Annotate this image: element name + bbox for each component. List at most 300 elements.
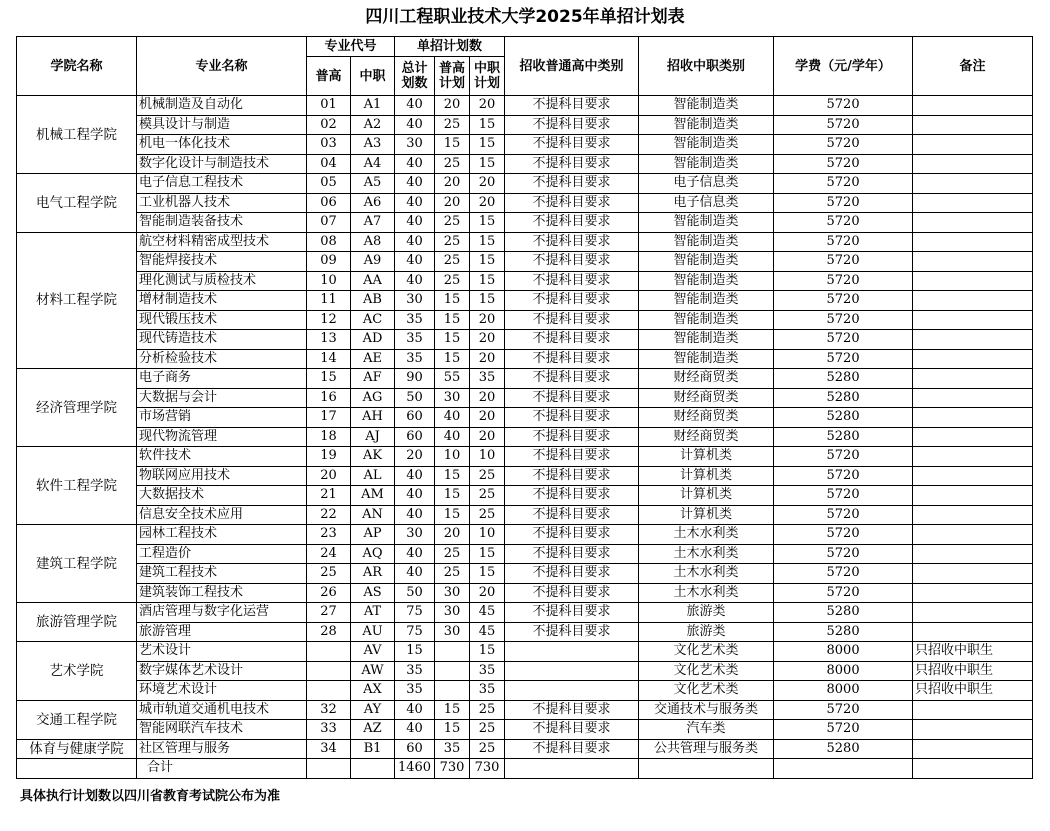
major-cell: 大数据技术 (137, 486, 307, 506)
major-cell: 分析检验技术 (137, 349, 307, 369)
code-putong-cell: 22 (307, 505, 351, 525)
req-putong-cell: 不提科目要求 (505, 564, 639, 584)
major-cell: 现代物流管理 (137, 427, 307, 447)
note-cell (913, 505, 1033, 525)
plan-total-cell: 30 (395, 135, 435, 155)
plan-zhongzhi-cell: 15 (470, 154, 505, 174)
major-cell: 城市轨道交通机电技术 (137, 700, 307, 720)
code-zhongzhi-cell: A1 (351, 96, 395, 116)
code-putong-cell (307, 681, 351, 701)
fee-cell: 5720 (774, 564, 913, 584)
table-row (17, 447, 1033, 467)
note-cell (913, 232, 1033, 252)
code-putong-cell: 16 (307, 388, 351, 408)
plan-putong-cell: 25 (435, 232, 470, 252)
plan-putong-cell: 15 (435, 720, 470, 740)
total-empty-cell (505, 759, 639, 779)
code-putong-cell: 34 (307, 739, 351, 759)
plan-putong-cell: 25 (435, 213, 470, 233)
req-putong-cell: 不提科目要求 (505, 466, 639, 486)
plan-total-cell: 35 (395, 661, 435, 681)
table-row (17, 505, 1033, 525)
fee-cell: 5280 (774, 427, 913, 447)
fee-cell: 5720 (774, 135, 913, 155)
page-title: 四川工程职业技术大学2025年单招计划表 (365, 7, 685, 27)
major-cell: 社区管理与服务 (137, 739, 307, 759)
code-putong-cell: 28 (307, 622, 351, 642)
college-name-cell: 旅游管理学院 (17, 603, 137, 642)
req-putong-cell: 不提科目要求 (505, 700, 639, 720)
plan-zhongzhi-cell: 15 (470, 271, 505, 291)
req-zhongzhi-cell: 智能制造类 (639, 271, 774, 291)
major-cell: 机械制造及自动化 (137, 96, 307, 116)
header-code-putong: 普高 (307, 57, 351, 96)
note-cell (913, 115, 1033, 135)
code-putong-cell: 17 (307, 408, 351, 428)
header-plan-total: 总计划数 (395, 57, 435, 96)
plan-putong-cell (435, 661, 470, 681)
plan-total-cell: 40 (395, 232, 435, 252)
req-putong-cell: 不提科目要求 (505, 525, 639, 545)
code-zhongzhi-cell: AA (351, 271, 395, 291)
fee-cell: 5280 (774, 369, 913, 389)
college-name-cell: 经济管理学院 (17, 369, 137, 447)
req-putong-cell: 不提科目要求 (505, 486, 639, 506)
plan-total-cell: 40 (395, 252, 435, 272)
code-zhongzhi-cell: AM (351, 486, 395, 506)
code-putong-cell: 18 (307, 427, 351, 447)
fee-cell: 8000 (774, 681, 913, 701)
major-cell: 电子信息工程技术 (137, 174, 307, 194)
major-cell: 物联网应用技术 (137, 466, 307, 486)
major-cell: 智能焊接技术 (137, 252, 307, 272)
table-row (17, 603, 1033, 623)
plan-zhongzhi-cell: 15 (470, 135, 505, 155)
plan-zhongzhi-cell: 15 (470, 252, 505, 272)
code-putong-cell: 07 (307, 213, 351, 233)
code-putong-cell: 08 (307, 232, 351, 252)
plan-zhongzhi-cell: 15 (470, 115, 505, 135)
plan-total-cell: 75 (395, 622, 435, 642)
table-row (17, 427, 1033, 447)
note-cell (913, 408, 1033, 428)
major-cell: 艺术设计 (137, 642, 307, 662)
req-putong-cell: 不提科目要求 (505, 252, 639, 272)
req-putong-cell: 不提科目要求 (505, 408, 639, 428)
fee-cell: 5720 (774, 544, 913, 564)
req-putong-cell: 不提科目要求 (505, 154, 639, 174)
header-major: 专业名称 (137, 37, 307, 96)
note-cell (913, 154, 1033, 174)
req-zhongzhi-cell: 智能制造类 (639, 232, 774, 252)
plan-zhongzhi-cell: 15 (470, 544, 505, 564)
req-putong-cell: 不提科目要求 (505, 310, 639, 330)
plan-putong-cell: 40 (435, 427, 470, 447)
code-zhongzhi-cell: AK (351, 447, 395, 467)
plan-zhongzhi-cell: 35 (470, 661, 505, 681)
req-zhongzhi-cell: 财经商贸类 (639, 408, 774, 428)
plan-total-cell: 40 (395, 505, 435, 525)
table-row (17, 252, 1033, 272)
header-plan-putong: 普高计划 (435, 57, 470, 96)
plan-zhongzhi-cell: 20 (470, 583, 505, 603)
code-putong-cell: 10 (307, 271, 351, 291)
req-putong-cell: 不提科目要求 (505, 115, 639, 135)
total-plan-total-cell: 1460 (395, 759, 435, 779)
req-zhongzhi-cell: 交通技术与服务类 (639, 700, 774, 720)
code-zhongzhi-cell: AD (351, 330, 395, 350)
college-name-cell: 软件工程学院 (17, 447, 137, 525)
table-row (17, 661, 1033, 681)
req-putong-cell: 不提科目要求 (505, 720, 639, 740)
fee-cell: 5720 (774, 466, 913, 486)
plan-putong-cell: 25 (435, 154, 470, 174)
note-cell (913, 525, 1033, 545)
major-cell: 园林工程技术 (137, 525, 307, 545)
major-cell: 增材制造技术 (137, 291, 307, 311)
code-putong-cell: 27 (307, 603, 351, 623)
code-zhongzhi-cell: AU (351, 622, 395, 642)
major-cell: 信息安全技术应用 (137, 505, 307, 525)
note-cell (913, 193, 1033, 213)
college-name-cell: 机械工程学院 (17, 96, 137, 174)
fee-cell: 5720 (774, 213, 913, 233)
table-row (17, 369, 1033, 389)
plan-total-cell: 40 (395, 466, 435, 486)
major-cell: 酒店管理与数字化运营 (137, 603, 307, 623)
req-putong-cell: 不提科目要求 (505, 349, 639, 369)
req-putong-cell: 不提科目要求 (505, 271, 639, 291)
plan-total-cell: 40 (395, 174, 435, 194)
code-zhongzhi-cell: A9 (351, 252, 395, 272)
fee-cell: 5280 (774, 739, 913, 759)
req-zhongzhi-cell: 财经商贸类 (639, 427, 774, 447)
plan-total-cell: 40 (395, 115, 435, 135)
req-putong-cell: 不提科目要求 (505, 330, 639, 350)
code-zhongzhi-cell: AH (351, 408, 395, 428)
fee-cell: 5720 (774, 193, 913, 213)
code-zhongzhi-cell: AF (351, 369, 395, 389)
total-empty-cell (639, 759, 774, 779)
plan-total-cell: 40 (395, 720, 435, 740)
code-zhongzhi-cell: A2 (351, 115, 395, 135)
code-zhongzhi-cell: AS (351, 583, 395, 603)
plan-zhongzhi-cell: 35 (470, 681, 505, 701)
major-cell: 大数据与会计 (137, 388, 307, 408)
fee-cell: 5720 (774, 154, 913, 174)
code-putong-cell: 26 (307, 583, 351, 603)
plan-putong-cell: 20 (435, 96, 470, 116)
major-cell: 建筑装饰工程技术 (137, 583, 307, 603)
note-cell (913, 427, 1033, 447)
code-putong-cell: 03 (307, 135, 351, 155)
code-zhongzhi-cell: A3 (351, 135, 395, 155)
fee-cell: 5720 (774, 232, 913, 252)
code-putong-cell: 15 (307, 369, 351, 389)
plan-putong-cell: 25 (435, 544, 470, 564)
major-cell: 环境艺术设计 (137, 681, 307, 701)
header-req-putong: 招收普通高中类别 (505, 37, 639, 96)
plan-putong-cell: 35 (435, 739, 470, 759)
note-cell (913, 135, 1033, 155)
plan-total-cell: 90 (395, 369, 435, 389)
table-row (17, 330, 1033, 350)
fee-cell: 5720 (774, 447, 913, 467)
note-cell: 只招收中职生 (913, 681, 1033, 701)
college-name-cell: 建筑工程学院 (17, 525, 137, 603)
note-cell (913, 583, 1033, 603)
req-putong-cell: 不提科目要求 (505, 193, 639, 213)
table-row (17, 96, 1033, 116)
major-cell: 建筑工程技术 (137, 564, 307, 584)
header-college: 学院名称 (17, 37, 137, 96)
table-row (17, 622, 1033, 642)
code-putong-cell: 19 (307, 447, 351, 467)
plan-total-cell: 35 (395, 349, 435, 369)
req-zhongzhi-cell: 计算机类 (639, 486, 774, 506)
major-cell: 数字化设计与制造技术 (137, 154, 307, 174)
plan-putong-cell: 30 (435, 603, 470, 623)
fee-cell: 5280 (774, 622, 913, 642)
plan-putong-cell: 10 (435, 447, 470, 467)
footer-note: 具体执行计划数以四川省教育考试院公布为准 (20, 789, 281, 804)
plan-putong-cell: 55 (435, 369, 470, 389)
plan-putong-cell: 15 (435, 466, 470, 486)
major-cell: 数字媒体艺术设计 (137, 661, 307, 681)
plan-total-cell: 75 (395, 603, 435, 623)
code-putong-cell: 05 (307, 174, 351, 194)
fee-cell: 5720 (774, 174, 913, 194)
total-empty-cell (351, 759, 395, 779)
plan-zhongzhi-cell: 20 (470, 96, 505, 116)
req-putong-cell: 不提科目要求 (505, 622, 639, 642)
table-row (17, 544, 1033, 564)
plan-total-cell: 50 (395, 583, 435, 603)
req-zhongzhi-cell: 文化艺术类 (639, 642, 774, 662)
major-cell: 模具设计与制造 (137, 115, 307, 135)
code-zhongzhi-cell: AZ (351, 720, 395, 740)
fee-cell: 5720 (774, 700, 913, 720)
table-row (17, 720, 1033, 740)
code-zhongzhi-cell: AE (351, 349, 395, 369)
plan-zhongzhi-cell: 45 (470, 603, 505, 623)
req-zhongzhi-cell: 智能制造类 (639, 349, 774, 369)
plan-total-cell: 35 (395, 330, 435, 350)
total-empty-cell (774, 759, 913, 779)
plan-zhongzhi-cell: 25 (470, 739, 505, 759)
code-zhongzhi-cell: A8 (351, 232, 395, 252)
code-zhongzhi-cell: AT (351, 603, 395, 623)
req-zhongzhi-cell: 财经商贸类 (639, 388, 774, 408)
code-putong-cell: 09 (307, 252, 351, 272)
total-plan-putong-cell: 730 (435, 759, 470, 779)
plan-zhongzhi-cell: 25 (470, 700, 505, 720)
req-zhongzhi-cell: 电子信息类 (639, 193, 774, 213)
fee-cell: 5720 (774, 505, 913, 525)
req-putong-cell: 不提科目要求 (505, 232, 639, 252)
note-cell (913, 252, 1033, 272)
plan-zhongzhi-cell: 15 (470, 291, 505, 311)
plan-zhongzhi-cell: 20 (470, 193, 505, 213)
table-row (17, 115, 1033, 135)
plan-total-cell: 40 (395, 564, 435, 584)
table-row (17, 291, 1033, 311)
req-zhongzhi-cell: 公共管理与服务类 (639, 739, 774, 759)
req-zhongzhi-cell: 土木水利类 (639, 583, 774, 603)
code-putong-cell: 13 (307, 330, 351, 350)
req-zhongzhi-cell: 智能制造类 (639, 252, 774, 272)
plan-putong-cell: 15 (435, 291, 470, 311)
note-cell (913, 739, 1033, 759)
note-cell (913, 544, 1033, 564)
plan-total-cell: 40 (395, 154, 435, 174)
total-empty-cell (913, 759, 1033, 779)
plan-putong-cell: 20 (435, 193, 470, 213)
fee-cell: 5720 (774, 271, 913, 291)
code-putong-cell: 33 (307, 720, 351, 740)
plan-total-cell: 50 (395, 388, 435, 408)
req-putong-cell: 不提科目要求 (505, 174, 639, 194)
major-cell: 智能制造装备技术 (137, 213, 307, 233)
plan-putong-cell: 15 (435, 700, 470, 720)
req-putong-cell: 不提科目要求 (505, 603, 639, 623)
code-zhongzhi-cell: AN (351, 505, 395, 525)
req-zhongzhi-cell: 智能制造类 (639, 115, 774, 135)
plan-total-cell: 40 (395, 96, 435, 116)
college-name-cell: 体育与健康学院 (17, 739, 137, 759)
fee-cell: 5280 (774, 388, 913, 408)
note-cell (913, 720, 1033, 740)
table-row (17, 583, 1033, 603)
code-zhongzhi-cell: A6 (351, 193, 395, 213)
fee-cell: 5720 (774, 115, 913, 135)
req-putong-cell: 不提科目要求 (505, 135, 639, 155)
plan-total-cell: 60 (395, 739, 435, 759)
req-putong-cell (505, 661, 639, 681)
major-cell: 智能网联汽车技术 (137, 720, 307, 740)
table-row (17, 193, 1033, 213)
table-row (17, 388, 1033, 408)
note-cell (913, 174, 1033, 194)
fee-cell: 8000 (774, 661, 913, 681)
code-zhongzhi-cell: A4 (351, 154, 395, 174)
table-body (17, 96, 1033, 779)
major-cell: 工业机器人技术 (137, 193, 307, 213)
plan-total-cell: 60 (395, 408, 435, 428)
plan-putong-cell: 30 (435, 388, 470, 408)
plan-putong-cell: 25 (435, 564, 470, 584)
code-zhongzhi-cell: AQ (351, 544, 395, 564)
code-putong-cell: 04 (307, 154, 351, 174)
code-putong-cell (307, 661, 351, 681)
code-zhongzhi-cell: AP (351, 525, 395, 545)
note-cell: 只招收中职生 (913, 642, 1033, 662)
plan-putong-cell: 15 (435, 505, 470, 525)
plan-total-cell: 30 (395, 525, 435, 545)
plan-total-cell: 40 (395, 193, 435, 213)
plan-total-cell: 40 (395, 271, 435, 291)
code-putong-cell: 01 (307, 96, 351, 116)
plan-zhongzhi-cell: 25 (470, 720, 505, 740)
plan-total-cell: 40 (395, 700, 435, 720)
table-row (17, 408, 1033, 428)
fee-cell: 5280 (774, 603, 913, 623)
table-row (17, 135, 1033, 155)
fee-cell: 5720 (774, 330, 913, 350)
req-zhongzhi-cell: 计算机类 (639, 466, 774, 486)
plan-putong-cell: 30 (435, 583, 470, 603)
table-row (17, 213, 1033, 233)
req-putong-cell: 不提科目要求 (505, 213, 639, 233)
req-zhongzhi-cell: 旅游类 (639, 622, 774, 642)
enrollment-plan-table (16, 36, 1033, 779)
note-cell (913, 349, 1033, 369)
code-zhongzhi-cell: AY (351, 700, 395, 720)
table-row (17, 739, 1033, 759)
plan-zhongzhi-cell: 20 (470, 388, 505, 408)
req-zhongzhi-cell: 汽车类 (639, 720, 774, 740)
note-cell: 只招收中职生 (913, 661, 1033, 681)
fee-cell: 5720 (774, 310, 913, 330)
table-row (17, 525, 1033, 545)
code-zhongzhi-cell: AW (351, 661, 395, 681)
plan-zhongzhi-cell: 35 (470, 369, 505, 389)
fee-cell: 5720 (774, 291, 913, 311)
note-cell (913, 700, 1033, 720)
major-cell: 现代铸造技术 (137, 330, 307, 350)
code-putong-cell: 12 (307, 310, 351, 330)
plan-total-cell: 60 (395, 427, 435, 447)
plan-zhongzhi-cell: 25 (470, 505, 505, 525)
major-cell: 理化测试与质检技术 (137, 271, 307, 291)
table-row (17, 232, 1033, 252)
major-cell: 航空材料精密成型技术 (137, 232, 307, 252)
code-zhongzhi-cell: AB (351, 291, 395, 311)
plan-putong-cell: 25 (435, 115, 470, 135)
code-zhongzhi-cell: AL (351, 466, 395, 486)
table-row (17, 486, 1033, 506)
major-cell: 软件技术 (137, 447, 307, 467)
code-putong-cell: 11 (307, 291, 351, 311)
college-name-cell: 艺术学院 (17, 642, 137, 701)
req-zhongzhi-cell: 智能制造类 (639, 96, 774, 116)
code-zhongzhi-cell: AV (351, 642, 395, 662)
table-row (17, 642, 1033, 662)
header-code-group: 专业代号 (307, 37, 395, 57)
req-zhongzhi-cell: 智能制造类 (639, 154, 774, 174)
total-empty-cell (17, 759, 137, 779)
note-cell (913, 447, 1033, 467)
plan-putong-cell: 20 (435, 174, 470, 194)
plan-zhongzhi-cell: 20 (470, 408, 505, 428)
req-zhongzhi-cell: 财经商贸类 (639, 369, 774, 389)
code-zhongzhi-cell: AR (351, 564, 395, 584)
note-cell (913, 310, 1033, 330)
plan-total-cell: 40 (395, 486, 435, 506)
code-putong-cell: 20 (307, 466, 351, 486)
req-putong-cell: 不提科目要求 (505, 291, 639, 311)
header-fee: 学费（元/学年） (774, 37, 913, 96)
fee-cell: 8000 (774, 642, 913, 662)
req-zhongzhi-cell: 计算机类 (639, 447, 774, 467)
fee-cell: 5720 (774, 349, 913, 369)
req-putong-cell: 不提科目要求 (505, 447, 639, 467)
major-cell: 旅游管理 (137, 622, 307, 642)
total-label-cell: 合计 (137, 759, 307, 779)
table-row (17, 681, 1033, 701)
total-empty-cell (307, 759, 351, 779)
req-zhongzhi-cell: 旅游类 (639, 603, 774, 623)
